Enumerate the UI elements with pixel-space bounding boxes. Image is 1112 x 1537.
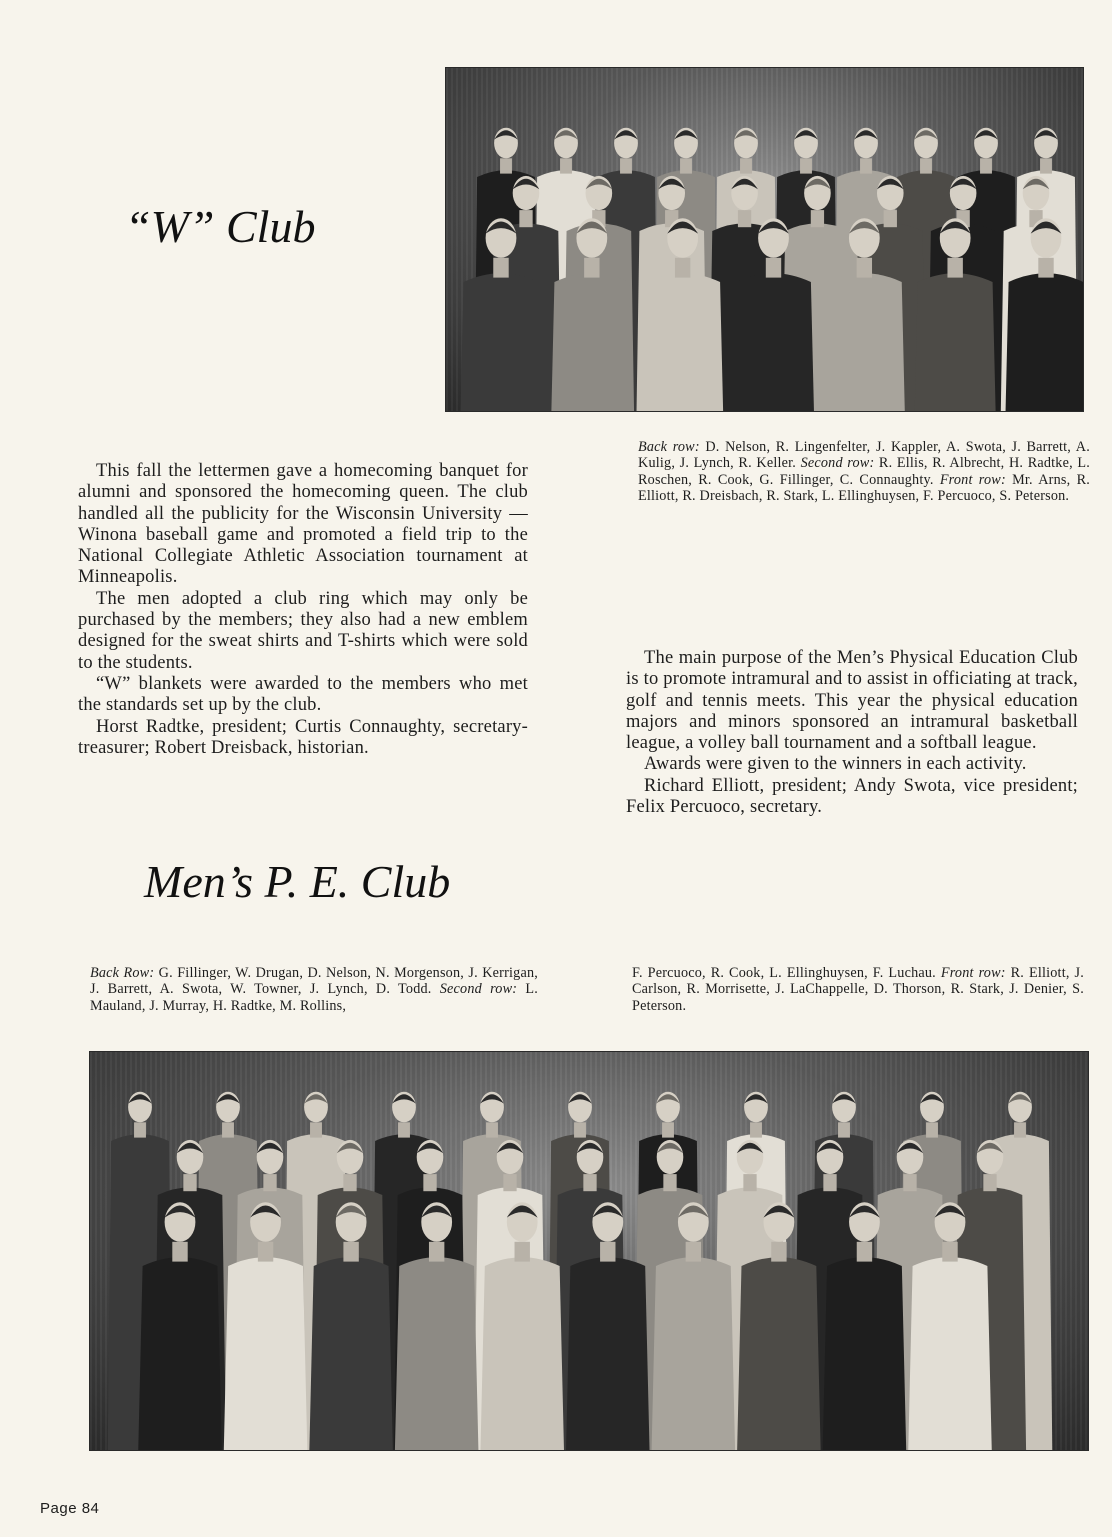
- w-club-paragraph: This fall the lettermen gave a homecoming banquet for alumni and sponsored the homecoming queen. The club handled all the publicity for the Wisconsin University — Winona baseball game and promoted a field trip to the National Collegiate Athletic Association tournament at Minneapolis.: [78, 461, 528, 588]
- pe-club-photo: [89, 1051, 1089, 1451]
- w-club-photo-caption: [638, 439, 1090, 505]
- w-club-title: “W” Club: [125, 201, 316, 252]
- pe-club-description: [626, 648, 1078, 818]
- caption-row-label: Back row:: [638, 439, 700, 455]
- caption-names: D. Nelson, R. Lingenfelter, J. Kappler, A. Swota, J. Barrett, A. Kulig, J. Lynch, R. Keller.: [638, 439, 1090, 472]
- pe-club-title: Men’s P. E. Club: [144, 856, 451, 907]
- caption-names: Mr. Arns, R. Elliott, R. Dreisbach, R. Stark, L. Ellinghuysen, F. Percuoco, S. Peterson.: [638, 471, 1090, 505]
- pe-club-paragraph: Awards were given to the winners in each activity.: [644, 754, 1027, 775]
- w-club-paragraph: “W” blankets were awarded to the members who met the standards set up by the club.: [78, 673, 528, 716]
- caption-names: G. Fillinger, W. Drugan, D. Nelson, N. Morgenson, J. Kerrigan, J. Barrett, A. Swota, W. Towner, J. Lynch, D. Todd.: [90, 965, 538, 998]
- page-number: Page 84: [40, 1500, 100, 1517]
- caption-row-label: Front row:: [939, 471, 1006, 488]
- caption-row-label: Second row:: [800, 455, 875, 472]
- w-club-photo: [445, 67, 1084, 412]
- w-club-description: [78, 461, 528, 759]
- pe-club-caption-right: [632, 965, 1084, 1014]
- pe-club-paragraph: The main purpose of the Men’s Physical Education Club is to promote intramural and to assist in officiating at track, golf and tennis meets. This year the physical education majors and minors sponsored an intramural basketball league, a volley ball tournament and a softball league.: [626, 648, 1078, 754]
- w-club-paragraph: The men adopted a club ring which may only be purchased by the members; they also had a new emblem designed for the sweat shirts and T-shirts which were sold to the students.: [78, 588, 528, 673]
- w-club-paragraph: Horst Radtke, president; Curtis Connaughty, secretary-treasurer; Robert Dreisback, historian.: [78, 716, 528, 758]
- caption-row-label: Second row:: [439, 981, 518, 998]
- caption-names: R. Elliott, J. Carlson, R. Morrisette, J. LaChappelle, D. Thorson, R. Stark, J. Denier, S. Peterson.: [632, 965, 1084, 1014]
- caption-names: L. Mauland, J. Murray, H. Radtke, M. Rollins,: [90, 981, 538, 1014]
- pe-club-caption-left: [90, 965, 538, 1014]
- pe-club-paragraph: Richard Elliott, president; Andy Swota, vice president; Felix Percuoco, secretary.: [626, 775, 1078, 818]
- caption-row-label: Back Row:: [90, 965, 155, 981]
- caption-names: F. Percuoco, R. Cook, L. Ellinghuysen, F. Luchau.: [632, 965, 941, 981]
- caption-names: R. Ellis, R. Albrecht, H. Radtke, L. Roschen, R. Cook, G. Fillinger, C. Connaughty.: [638, 455, 1090, 488]
- caption-row-label: Front row:: [940, 965, 1006, 981]
